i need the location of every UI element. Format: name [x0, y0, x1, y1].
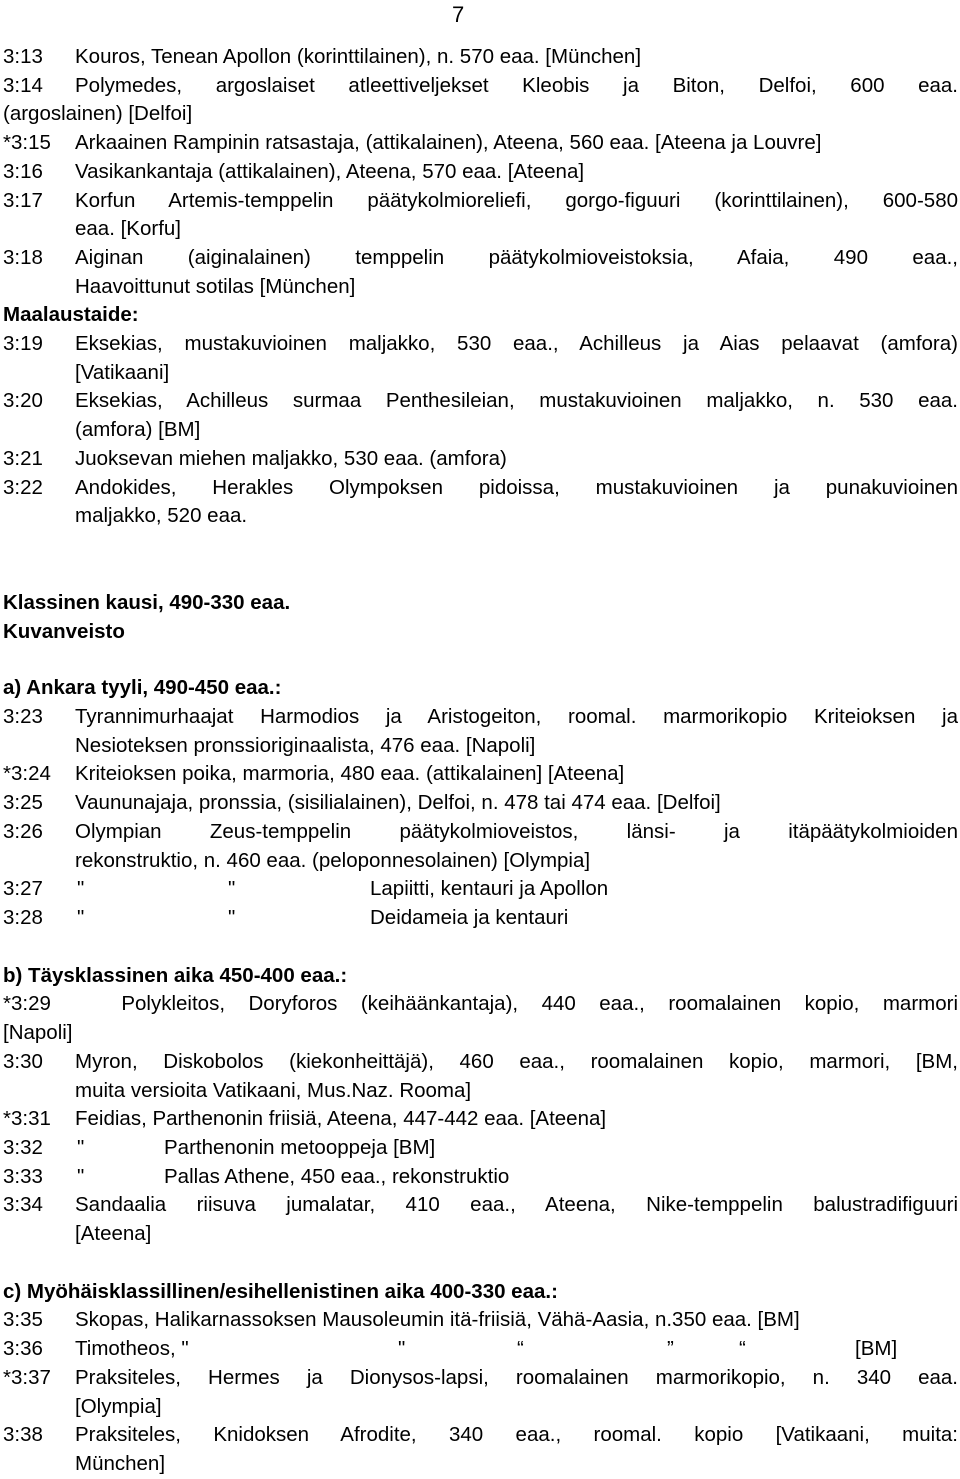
entry-line: rekonstruktio, n. 460 eaa. (peloponnesolainen) [Olympia]: [75, 848, 591, 872]
ditto-mark: ”: [667, 1337, 674, 1361]
section-heading-classical: Klassinen kausi, 490-330 eaa.: [3, 590, 291, 614]
spacer: [3, 933, 958, 962]
entry-line: Timotheos, ": [75, 1337, 189, 1361]
entry-line: [Ateena]: [75, 1222, 152, 1246]
entry-text: [75, 1364, 958, 1421]
entry-text: [75, 1134, 958, 1163]
list-item: [3, 43, 958, 72]
entry-number: 3:22: [3, 475, 43, 499]
ditto-mark: ": [77, 1135, 85, 1159]
list-item: [3, 187, 958, 244]
entry-line: [Napoli]: [3, 1021, 73, 1045]
entry-list-painting: [3, 330, 958, 531]
ditto-mark: ": [228, 877, 236, 901]
ditto-mark: “: [739, 1337, 746, 1361]
entry-list-severe: [3, 703, 958, 933]
entry-line: Deidameia ja kentauri: [370, 905, 569, 929]
entry-text: [75, 129, 958, 158]
entry-first-line: [3, 990, 958, 1019]
entry-number: *3:24: [3, 762, 51, 786]
entry-number: 3:23: [3, 705, 43, 729]
subsection-heading-high-classical: b) Täysklassinen aika 450-400 eaa.:: [3, 963, 348, 987]
entry-line: (argoslainen) [Delfoi]: [3, 102, 193, 126]
entry-line: maljakko, 520 eaa.: [75, 504, 248, 528]
entry-line: Tyrannimurhaajat Harmodios ja Aristogeiton, roomal. marmorikopio Kriteioksen ja: [75, 705, 958, 729]
entry-line: Lapiitti, kentauri ja Apollon: [370, 877, 609, 901]
entry-line: Vasikankantaja (attikalainen), Ateena, 570 eaa. [Ateena]: [75, 159, 585, 183]
entry-line: Feidias, Parthenonin friisiä, Ateena, 447-442 eaa. [Ateena]: [75, 1107, 607, 1131]
ditto-mark: ": [77, 905, 85, 929]
entry-line: [BM]: [855, 1337, 898, 1361]
entry-text: [75, 387, 958, 444]
list-item: [3, 330, 958, 387]
entry-line: Kouros, Tenean Apollon (korinttilainen), n. 570 eaa. [München]: [75, 45, 642, 68]
spacer: [3, 531, 958, 589]
document-body: [3, 43, 958, 1479]
entry-number: 3:13: [3, 45, 43, 68]
entry-text: [75, 445, 958, 474]
entry-text: [75, 1335, 958, 1364]
entry-line: [Vatikaani]: [75, 360, 170, 384]
entry-text: [75, 703, 958, 760]
entry-line: Korfun Artemis-temppelin päätykolmioreliefi, gorgo-figuuri (korinttilainen), 600-580: [75, 188, 958, 212]
list-item: [3, 1134, 958, 1163]
entry-list-sculpture: [3, 43, 958, 301]
entry-line: Praksiteles, Knidoksen Afrodite, 340 eaa., roomal. kopio [Vatikaani, muita:: [75, 1423, 958, 1447]
entry-line: Andokides, Herakles Olympoksen pidoissa, mustakuvioinen ja punakuvioinen: [75, 475, 958, 499]
entry-number: *3:15: [3, 131, 51, 155]
entry-number: 3:26: [3, 819, 43, 843]
entry-line: Arkaainen Rampinin ratsastaja, (attikalainen), Ateena, 560 eaa. [Ateena ja Louvre]: [75, 131, 822, 155]
entry-number: 3:34: [3, 1193, 43, 1217]
entry-line: Juoksevan miehen maljakko, 530 eaa. (amfora): [75, 446, 507, 470]
entry-line: Parthenonin metooppeja [BM]: [164, 1135, 436, 1159]
ditto-mark: ": [77, 877, 85, 901]
entry-text: [75, 818, 958, 875]
list-item: [3, 129, 958, 158]
list-item: [3, 1364, 958, 1421]
list-item: [3, 1421, 958, 1478]
entry-text: [75, 1105, 958, 1134]
list-item: [3, 72, 958, 129]
entry-line: Pallas Athene, 450 eaa., rekonstruktio: [164, 1164, 510, 1188]
entry-line: Praksiteles, Hermes ja Dionysos-lapsi, roomalainen marmorikopio, n. 340 eaa.: [75, 1365, 958, 1389]
entry-text: [75, 1421, 958, 1478]
entry-number: 3:35: [3, 1308, 43, 1332]
entry-text: [75, 1306, 958, 1335]
entry-line: muita versioita Vatikaani, Mus.Naz. Rooma]: [75, 1078, 472, 1102]
entry-number: 3:14: [3, 73, 43, 97]
entry-line: Polymedes, argoslaiset atleettiveljekset Kleobis ja Biton, Delfoi, 600 eaa.: [75, 73, 958, 97]
list-item: [3, 818, 958, 875]
ditto-mark: ": [77, 1164, 85, 1188]
entry-text: [75, 187, 958, 244]
entry-line: Olympian Zeus-temppelin päätykolmioveistos, länsi- ja itäpäätykolmioiden: [75, 819, 958, 843]
entry-number: 3:18: [3, 245, 43, 269]
entry-line: Vaununajaja, pronssia, (sisilialainen), Delfoi, n. 478 tai 474 eaa. [Delfoi]: [75, 791, 721, 815]
entry-line: Sandaalia riisuva jumalatar, 410 eaa., Ateena, Nike-temppelin balustradifiguuri: [75, 1193, 958, 1217]
entry-list-late-classical: [3, 1306, 958, 1478]
list-item: [3, 1105, 958, 1134]
entry-number: 3:20: [3, 389, 43, 413]
list-item: [3, 875, 958, 904]
list-item: [3, 387, 958, 444]
list-item: [3, 158, 958, 187]
entry-line: Eksekias, mustakuvioinen maljakko, 530 eaa., Achilleus ja Aias pelaavat (amfora): [75, 332, 958, 356]
entry-text: [75, 158, 958, 187]
entry-text: [75, 904, 958, 933]
section-heading-painting: Maalaustaide:: [3, 303, 139, 327]
entry-line: Aiginan (aiginalainen) temppelin päätykolmioveistoksia, Afaia, 490 eaa.,: [75, 245, 958, 269]
ditto-mark: ": [398, 1337, 406, 1361]
list-item: [3, 474, 958, 531]
entry-number: 3:30: [3, 1049, 43, 1073]
entry-text: [75, 789, 958, 818]
entry-number: 3:27: [3, 877, 43, 901]
entry-number: 3:36: [3, 1337, 43, 1361]
list-item: [3, 760, 958, 789]
list-item: [3, 904, 958, 933]
entry-number: 3:19: [3, 332, 43, 356]
entry-number: *3:29: [3, 992, 51, 1016]
list-item: [3, 1335, 958, 1364]
list-item: [3, 789, 958, 818]
entry-text: [75, 1048, 958, 1105]
entry-number: *3:37: [3, 1365, 51, 1389]
entry-line: Polykleitos, Doryforos (keihäänkantaja), 440 eaa., roomalainen kopio, marmori: [121, 992, 959, 1016]
entry-number: 3:38: [3, 1423, 43, 1447]
list-item: [3, 990, 958, 1047]
entry-line: Kriteioksen poika, marmoria, 480 eaa. (attikalainen] [Ateena]: [75, 762, 625, 786]
ditto-mark: ": [228, 905, 236, 929]
entry-text: [75, 474, 958, 531]
entry-text: [75, 330, 958, 387]
entry-number: 3:16: [3, 159, 43, 183]
spacer: [3, 646, 958, 674]
list-item: [3, 1163, 958, 1192]
list-item: [3, 445, 958, 474]
list-item: [3, 703, 958, 760]
entry-line: Nesioteksen pronssioriginaalista, 476 eaa. [Napoli]: [75, 733, 536, 757]
entry-number: 3:28: [3, 905, 43, 929]
entry-line: Eksekias, Achilleus surmaa Penthesileian, mustakuvioinen maljakko, n. 530 eaa.: [75, 389, 958, 413]
entry-line: eaa. [Korfu]: [75, 217, 181, 241]
list-item: [3, 1048, 958, 1105]
list-item: [3, 1306, 958, 1335]
subsection-heading-late-classical: c) Myöhäisklassillinen/esihellenistinen aika 400-330 eaa.:: [3, 1279, 558, 1303]
entry-list-high-classical: [3, 990, 958, 1248]
spacer: [3, 1249, 958, 1278]
subsection-heading-severe-style: a) Ankara tyyli, 490-450 eaa.:: [3, 676, 282, 700]
subheading-sculpture: Kuvanveisto: [3, 619, 125, 643]
ditto-mark: “: [517, 1337, 524, 1361]
list-item: [3, 244, 958, 301]
entry-line: (amfora) [BM]: [75, 418, 201, 442]
entry-number: 3:25: [3, 791, 43, 815]
entry-text: [75, 43, 958, 72]
entry-number: 3:21: [3, 446, 43, 470]
entry-text: [75, 1191, 958, 1248]
list-item: [3, 1191, 958, 1248]
page-number: 7: [452, 2, 465, 27]
entry-text: [75, 760, 958, 789]
entry-line: [Olympia]: [75, 1394, 162, 1418]
entry-text: [75, 244, 958, 301]
entry-line: Myron, Diskobolos (kiekonheittäjä), 460 eaa., roomalainen kopio, marmori, [BM,: [75, 1049, 958, 1073]
entry-line: Haavoittunut sotilas [München]: [75, 274, 356, 298]
entry-text: [75, 875, 958, 904]
entry-line: Skopas, Halikarnassoksen Mausoleumin itä-friisiä, Vähä-Aasia, n.350 eaa. [BM]: [75, 1308, 800, 1332]
entry-line: München]: [75, 1451, 166, 1475]
entry-number: *3:31: [3, 1107, 51, 1131]
entry-number: 3:32: [3, 1135, 43, 1159]
entry-number: 3:17: [3, 188, 43, 212]
entry-number: 3:33: [3, 1164, 43, 1188]
entry-text: [75, 1163, 958, 1192]
